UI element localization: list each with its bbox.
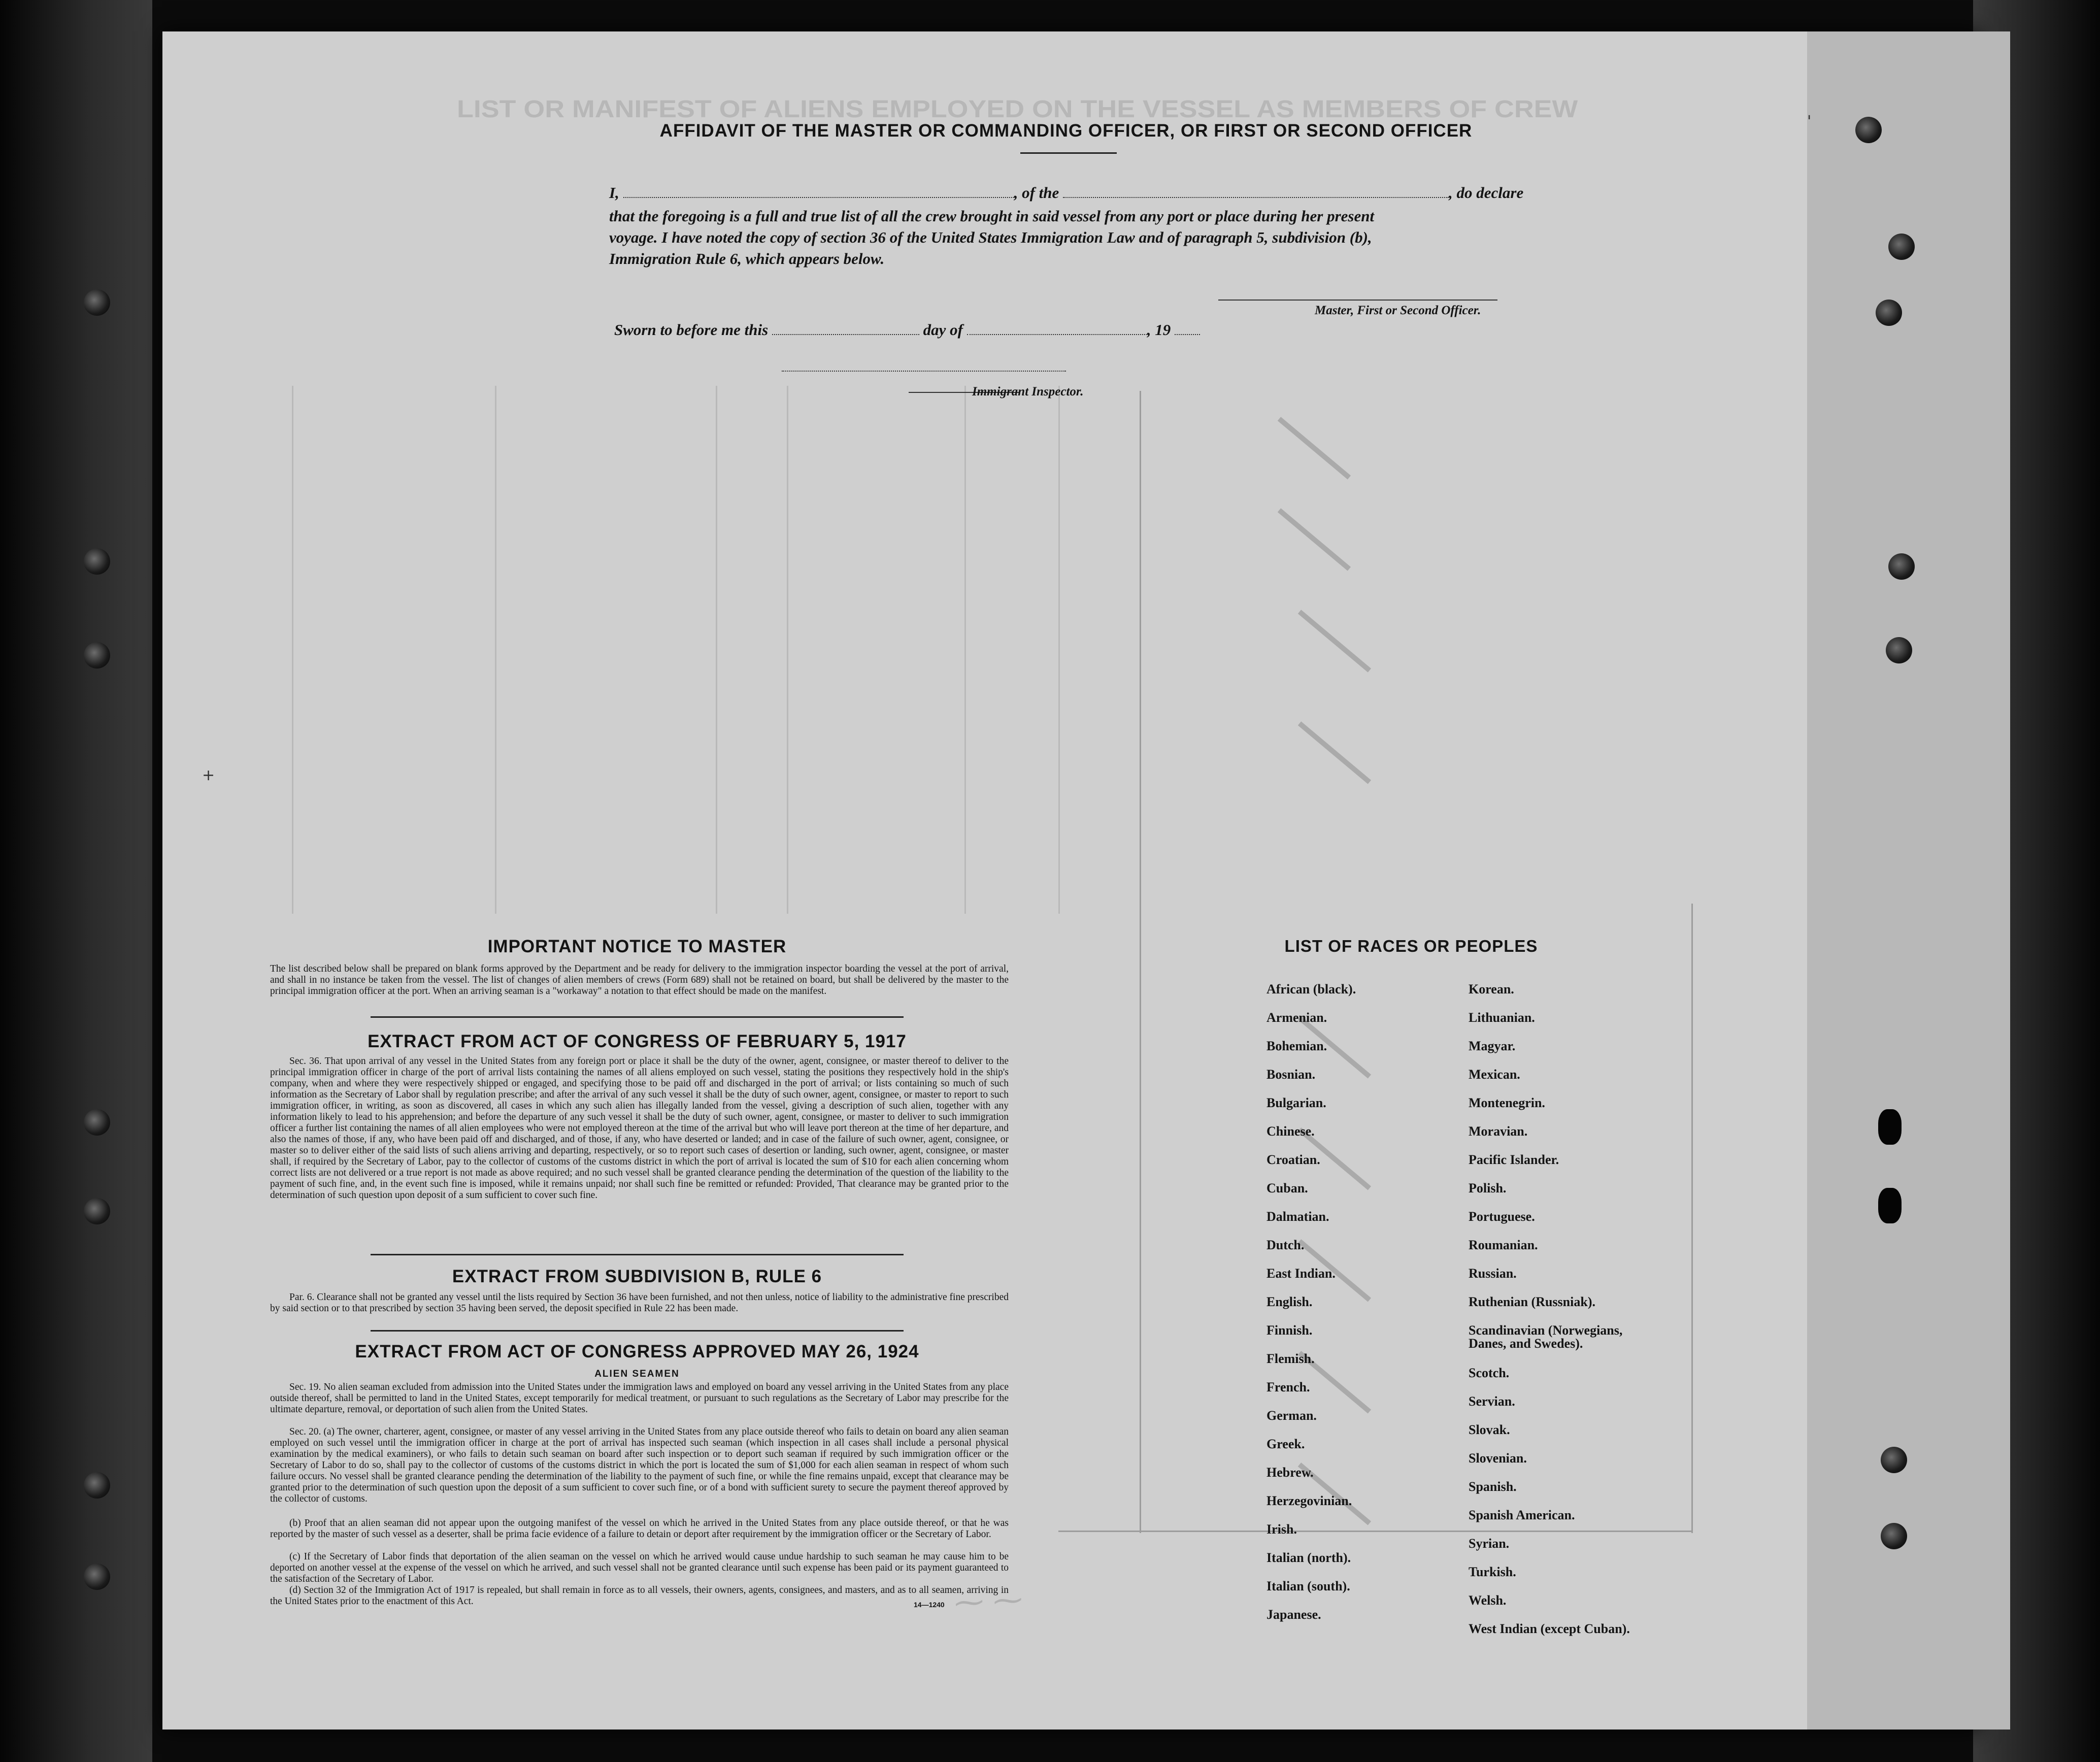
- race-item: Lithuanian.: [1469, 1010, 1535, 1025]
- race-item: Montenegrin.: [1469, 1095, 1545, 1110]
- affidavit-line-3: voyage. I have noted the copy of section 36 of the United States Immigration Law and of paragraph 5, subdivision (b),: [609, 228, 1372, 246]
- important-notice-heading: IMPORTANT NOTICE TO MASTER: [487, 937, 787, 956]
- affidavit-declare-label: , do declare: [1449, 184, 1524, 202]
- extract-1924-sec19: Sec. 19. No alien seaman excluded from admission into the United States under the immigration laws and employed on board any vessel arriving in the United States from any place outside thereof, shall be permitted to land in the United States, except temporarily for medical treatment, or pursuant to such regulations as the Secretary of Labor may prescribe for the ultimate departure, removal, or deportation of such alien from the United States.: [270, 1382, 1009, 1415]
- race-item: Bohemian.: [1266, 1039, 1327, 1053]
- immigrant-inspector-caption: Immigrant Inspector.: [972, 385, 1084, 398]
- sworn-label: Sworn to before me this: [614, 321, 769, 339]
- punch-hole: [1878, 1188, 1902, 1223]
- punch-hole: [1888, 553, 1915, 580]
- race-item: Scandinavian (Norwegians,: [1469, 1323, 1623, 1338]
- race-item: Portuguese.: [1469, 1209, 1535, 1224]
- race-item: Armenian.: [1266, 1010, 1327, 1025]
- bleed-through-column-line: [292, 386, 293, 914]
- race-item: Italian (north).: [1266, 1550, 1351, 1565]
- form-box-line: [1691, 904, 1693, 1533]
- punch-hole: [1878, 1109, 1902, 1145]
- race-item: Spanish American.: [1469, 1508, 1575, 1522]
- alien-seamen-subheading: ALIEN SEAMEN: [594, 1369, 680, 1379]
- race-item: German.: [1266, 1408, 1317, 1423]
- affidavit-declaration-line: [609, 184, 1523, 202]
- race-item: French.: [1266, 1380, 1310, 1394]
- race-item: Pacific Islander.: [1469, 1152, 1559, 1167]
- race-item: Moravian.: [1469, 1124, 1528, 1139]
- race-item: West Indian (except Cuban).: [1469, 1621, 1630, 1636]
- punch-hole: [1881, 1447, 1907, 1473]
- punch-hole: [84, 548, 110, 575]
- sworn-day-field[interactable]: [772, 321, 919, 335]
- extract-1917-heading: EXTRACT FROM ACT OF CONGRESS OF FEBRUARY 5, 1917: [368, 1032, 907, 1051]
- bleed-through-column-line: [787, 386, 788, 914]
- vessel-name-field[interactable]: [1063, 184, 1449, 198]
- stray-pencil-mark: ': [1807, 113, 1812, 130]
- bleed-through-column-line: [495, 386, 496, 914]
- extract-1924-sec20d: (d) Section 32 of the Immigration Act of 1917 is repealed, but shall remain in force as to all vessels, their owners, agents, consignees, and masters, and as to all seamen, arriving in the United States prior to the enactment of this Act.: [270, 1585, 1009, 1607]
- race-item: Slovak.: [1469, 1422, 1510, 1437]
- extract-1917-text: Sec. 36. That upon arrival of any vessel in the United States from any foreign port or place it shall be the duty of the owner, agent, consignee, or master thereof to deliver to the principal immigration officer in charge of the port of arrival lists containing the names of all aliens employed on such vessel, stating the positions they respectively hold in the ship's company, when and where they were respectively shipped or engaged, and specifying those to be paid off and discharged in the port of arrival; or lists containing so much of such information as the Secretary of Labor shall by regulation prescribe; and after the arrival of any such vessel it shall be the duty of such owner, agent, consignee, or master to report to such immigration officer, in writing, as soon as discovered, all cases in which any such alien has illegally landed from the vessel, giving a description of such alien, together with any information likely to lead to his apprehension; and before the departure of any such vessel it shall be the duty of such owner, agent, consignee, or master to deliver to such immigration officer a further list containing the names of all alien employees who were not employed thereon at the time of the arrival but who will leave port thereon at the time of her departure, and also the names of those, if any, who have been paid off and discharged, and of those, if any, who have deserted or landed; and in case of the failure of such owner, agent, consignee, or master so to deliver either of the said lists of such aliens arriving and departing, respectively, or so to report such cases of desertion or landing, such owner, agent, consignee, or master shall, if required by the Secretary of Labor, pay to the collector of customs of the customs district in which the port of arrival is located the sum of $10 for each alien concerning whom correct lists are not delivered or a true report is not made as above required; and no such vessel shall be granted clearance pending the determination of the question of the liability to the payment of such fine, and, in the event such fine is imposed, while it remains unpaid; nor shall such fine be remitted or refunded: Provided, That clearance may be granted prior to the determination of such question upon deposit of a sum sufficient to cover such fine.: [270, 1056, 1009, 1201]
- immigrant-inspector-signature-field[interactable]: [782, 365, 1066, 372]
- race-item: Danes, and Swedes).: [1469, 1336, 1583, 1351]
- race-item: Slovenian.: [1469, 1451, 1527, 1466]
- stray-pencil-mark: +: [202, 767, 215, 784]
- race-item: Ruthenian (Russniak).: [1469, 1294, 1595, 1309]
- race-item: Dutch.: [1266, 1238, 1305, 1252]
- officer-name-field[interactable]: [623, 184, 1014, 198]
- punch-hole: [84, 642, 110, 669]
- punch-hole: [1855, 117, 1882, 143]
- punch-hole: [84, 1198, 110, 1224]
- scanner-edge-left: [0, 0, 152, 1762]
- important-notice-text: The list described below shall be prepared on blank forms approved by the Department and be ready for delivery to the immigration inspector boarding the vessel at the port of arrival, and shall in no instance be taken from the vessel. The list of changes of alien members of crews (Form 689) shall not be retained on board, but shall be delivered by the master to the principal immigration officer at the port. When an arriving seaman is a "workaway" a notation to that effect should be made on the manifest.: [270, 963, 1009, 996]
- form-number: 14—1240: [914, 1601, 945, 1609]
- race-item: Korean.: [1469, 982, 1514, 996]
- extract-1924-heading: EXTRACT FROM ACT OF CONGRESS APPROVED MAY 26, 1924: [355, 1342, 919, 1361]
- affidavit-title-rule: [1020, 152, 1117, 154]
- race-item: Russian.: [1469, 1266, 1517, 1281]
- punch-hole: [84, 289, 110, 316]
- race-item: Herzegovinian.: [1266, 1493, 1352, 1508]
- sworn-line: [614, 321, 1200, 339]
- sworn-year-field[interactable]: [1175, 321, 1200, 335]
- bleed-through-column-line: [1058, 386, 1060, 914]
- punch-hole: [1876, 300, 1902, 326]
- race-item: Dalmatian.: [1266, 1209, 1329, 1224]
- race-item: Finnish.: [1266, 1323, 1313, 1338]
- race-item: Magyar.: [1469, 1039, 1516, 1053]
- race-item: Scotch.: [1469, 1366, 1510, 1380]
- punch-hole: [1881, 1523, 1907, 1549]
- race-item: Flemish.: [1266, 1351, 1315, 1366]
- race-item: Syrian.: [1469, 1536, 1510, 1551]
- punch-hole: [84, 1564, 110, 1590]
- affidavit-line-4: Immigration Rule 6, which appears below.: [609, 250, 885, 268]
- section-rule: [371, 1330, 904, 1332]
- punch-hole: [1888, 234, 1915, 260]
- form-box-line: [1140, 391, 1141, 1533]
- race-item: Chinese.: [1266, 1124, 1315, 1139]
- races-list-title: LIST OF RACES OR PEOPLES: [1284, 937, 1538, 955]
- extract-rule6-heading: EXTRACT FROM SUBDIVISION B, RULE 6: [452, 1267, 822, 1286]
- affidavit-i-label: I,: [609, 184, 619, 202]
- form-box-line: [1058, 1531, 1693, 1532]
- affidavit-line-2: that the foregoing is a full and true list of all the crew brought in said vessel from any port or place during her present: [609, 207, 1375, 225]
- race-item: Roumanian.: [1469, 1238, 1538, 1252]
- bleed-through-column-line: [716, 386, 717, 914]
- sworn-month-field[interactable]: [967, 321, 1147, 335]
- race-item: Mexican.: [1469, 1067, 1520, 1082]
- extract-1924-sec20c: (c) If the Secretary of Labor finds that deportation of the alien seaman on the vessel on which he arrived would cause undue hardship to such seaman he may cause him to be deported on another vessel at the expense of the vessel on which he arrived, and such vessel shall not be granted clearance until such expense has been paid or its payment guaranteed to the satisfaction of the Secretary of Labor.: [270, 1551, 1009, 1584]
- race-item: Bulgarian.: [1266, 1095, 1326, 1110]
- race-item: Hebrew.: [1266, 1465, 1314, 1480]
- faint-handwritten-notation: ⁓ ⁓: [953, 1582, 1024, 1620]
- sworn-day-of-label: day of: [923, 321, 963, 339]
- race-item: African (black).: [1266, 982, 1356, 996]
- extract-1924-sec20b: (b) Proof that an alien seaman did not appear upon the outgoing manifest of the vessel on which he arrived in the United States from any place outside thereof, or that he was reported by the master of such vessel as a deserter, shall be prima facie evidence of a failure to detain or deport after requirement by the immigration officer or the Secretary of Labor.: [270, 1518, 1009, 1540]
- master-signature-caption: Master, First or Second Officer.: [1315, 304, 1481, 317]
- punch-hole: [84, 1472, 110, 1499]
- punch-hole: [84, 1109, 110, 1136]
- race-item: Cuban.: [1266, 1181, 1308, 1195]
- bleed-through-column-line: [964, 386, 966, 914]
- master-signature-field[interactable]: [1218, 300, 1497, 301]
- race-item: Greek.: [1266, 1437, 1305, 1451]
- race-item: Croatian.: [1266, 1152, 1320, 1167]
- race-item: East Indian.: [1266, 1266, 1336, 1281]
- race-item: Welsh.: [1469, 1593, 1507, 1608]
- race-item: Servian.: [1469, 1394, 1515, 1409]
- extract-1924-sec20a: Sec. 20. (a) The owner, charterer, agent, consignee, or master of any vessel arriving in the United States from any place outside thereof who fails to detain on board any alien seaman employed on such vessel until the immigration officer in charge at the port of arrival has inspected such seaman (which inspection in all cases shall include a personal physical examination by the medical examiners), or who fails to detain such seaman on board after such inspection or to deport such seaman if required by such immigration officer or the Secretary of Labor to do so, shall pay to the collector of customs of the customs district in which the port is located the sum of $1,000 for each alien seaman in respect of whom such failure occurs. No vessel shall be granted clearance pending the determination of the liability to the payment of such fine, or while the fine remains unpaid, except that clearance may be granted prior to the determination of such question upon the deposit of a sum sufficient to cover such fine, or of a bond with sufficient surety to secure the payment thereof approved by the collector of customs.: [270, 1426, 1009, 1504]
- race-item: Spanish.: [1469, 1479, 1517, 1494]
- punch-hole: [1886, 637, 1912, 663]
- race-item: English.: [1266, 1294, 1313, 1309]
- bleed-through-header: LIST OR MANIFEST OF ALIENS EMPLOYED ON THE VESSEL AS MEMBERS OF CREW: [457, 96, 1578, 123]
- extract-rule6-text: Par. 6. Clearance shall not be granted any vessel until the lists required by Section 36 have been furnished, and not then unless, notice of liability to the administrative fine prescribed by said section or to that prescribed by section 35 having been served, the deposit specified in Rule 22 has been made.: [270, 1292, 1009, 1314]
- section-rule: [371, 1016, 904, 1018]
- race-item: Turkish.: [1469, 1565, 1516, 1579]
- race-item: Irish.: [1266, 1522, 1297, 1537]
- race-item: Polish.: [1469, 1181, 1507, 1195]
- document-sheet-right-strip: [1807, 31, 2010, 1730]
- affidavit-of-the-label: , of the: [1014, 184, 1059, 202]
- affidavit-title: AFFIDAVIT OF THE MASTER OR COMMANDING OFFICER, OR FIRST OR SECOND OFFICER: [659, 121, 1473, 141]
- race-item: Italian (south).: [1266, 1579, 1350, 1593]
- race-item: Japanese.: [1266, 1607, 1321, 1622]
- section-rule: [371, 1254, 904, 1255]
- sworn-year-label: , 19: [1147, 321, 1171, 339]
- race-item: Bosnian.: [1266, 1067, 1316, 1082]
